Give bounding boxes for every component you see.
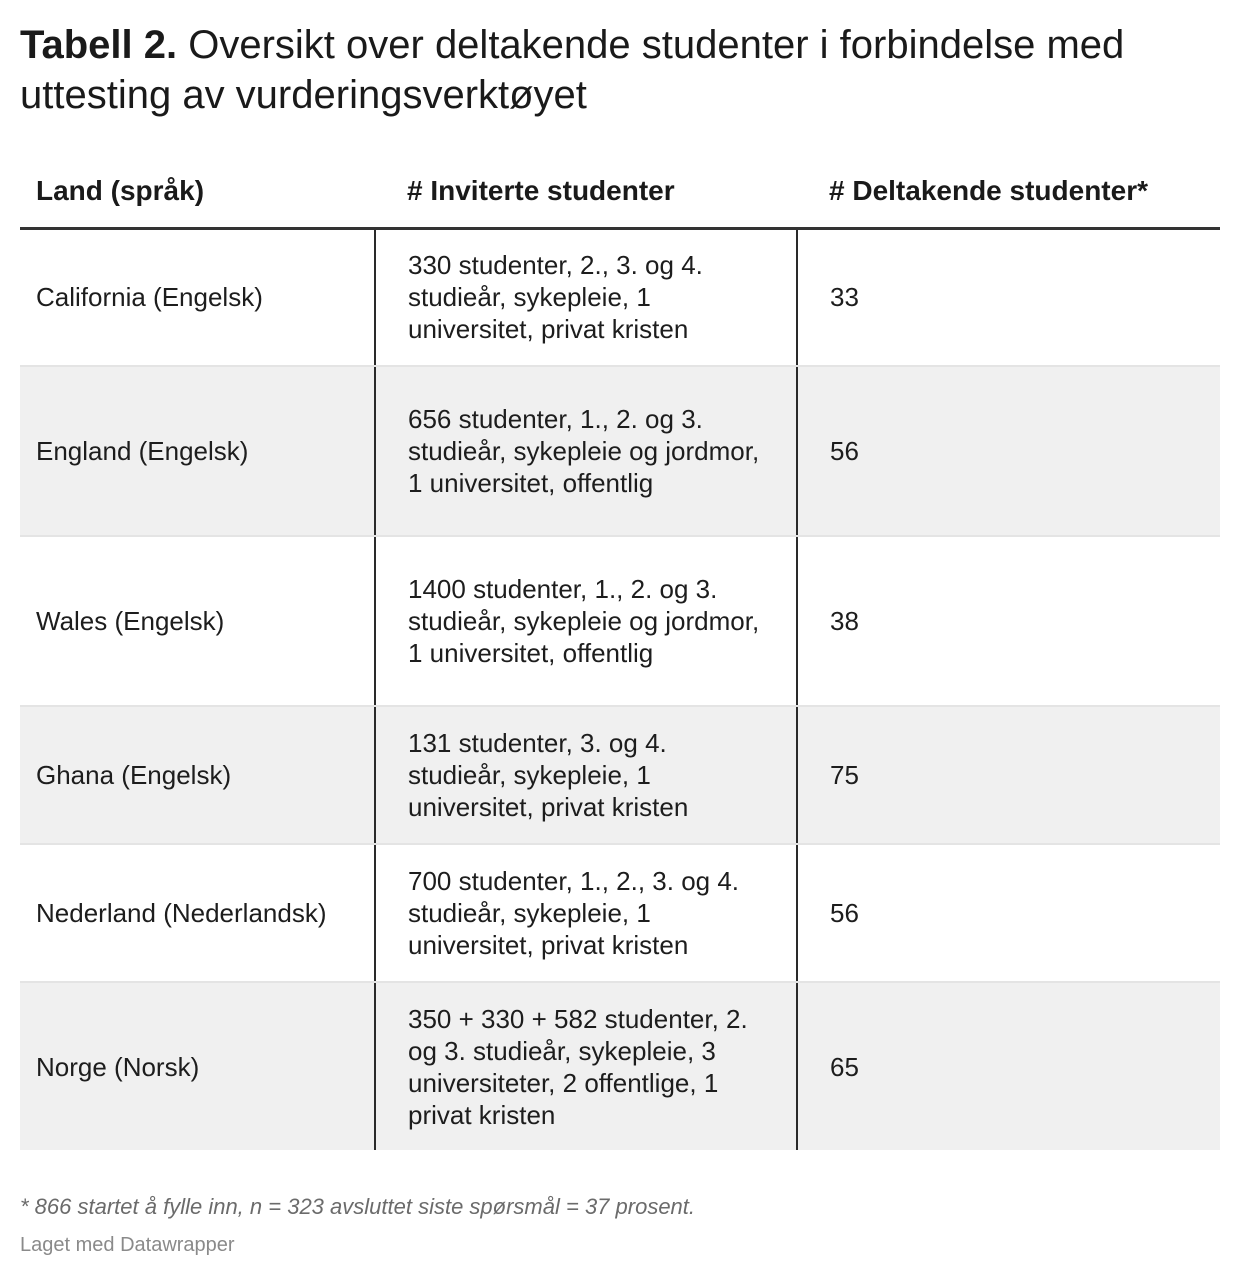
cell-participants: 65: [797, 982, 1220, 1150]
cell-country: England (Engelsk): [20, 366, 375, 536]
credit-link[interactable]: Laget med Datawrapper: [20, 1234, 235, 1256]
cell-country: Norge (Norsk): [20, 982, 375, 1150]
cell-invited: 656 studenter, 1., 2. og 3. studieår, sykepleie og jordmor, 1 universitet, offentlig: [375, 366, 797, 536]
cell-invited: 131 studenter, 3. og 4. studieår, sykepleie, 1 universitet, privat kristen: [375, 706, 797, 844]
title-lead: Tabell 2.: [20, 23, 178, 67]
cell-participants: 33: [797, 228, 1220, 366]
cell-invited: 700 studenter, 1., 2., 3. og 4. studieår, sykepleie, 1 universitet, privat kristen: [375, 844, 797, 982]
table-body: [20, 228, 1220, 1150]
column-header-country[interactable]: Land (språk): [20, 156, 375, 228]
cell-country: Wales (Engelsk): [20, 536, 375, 706]
cell-participants: 56: [797, 844, 1220, 982]
table-row: [20, 706, 1220, 844]
cell-country: Nederland (Nederlandsk): [20, 844, 375, 982]
table-row: [20, 536, 1220, 706]
table-row: [20, 844, 1220, 982]
cell-invited: 350 + 330 + 582 studenter, 2. og 3. studieår, sykepleie, 3 universiteter, 2 offentlige, 1 privat kristen: [375, 982, 797, 1150]
cell-participants: 56: [797, 366, 1220, 536]
column-header-participants[interactable]: # Deltakende studenter*: [797, 156, 1220, 228]
footnote: * 866 startet å fylle inn, n = 323 avsluttet siste spørsmål = 37 prosent.: [20, 1194, 696, 1219]
header-row: [20, 156, 1220, 228]
cell-invited: 1400 studenter, 1., 2. og 3. studieår, sykepleie og jordmor, 1 universitet, offentlig: [375, 536, 797, 706]
table-row: [20, 982, 1220, 1150]
title-text: Oversikt over deltakende studenter i forbindelse med uttesting av vurderingsverktøyet: [20, 23, 1125, 117]
table-row: [20, 366, 1220, 536]
table-row: [20, 228, 1220, 366]
column-header-invited[interactable]: # Inviterte studenter: [375, 156, 797, 228]
cell-country: Ghana (Engelsk): [20, 706, 375, 844]
cell-country: California (Engelsk): [20, 228, 375, 366]
cell-invited: 330 studenter, 2., 3. og 4. studieår, sykepleie, 1 universitet, privat kristen: [375, 228, 797, 366]
table-title: [20, 20, 1220, 120]
cell-participants: 75: [797, 706, 1220, 844]
data-table: [20, 156, 1220, 1150]
cell-participants: 38: [797, 536, 1220, 706]
